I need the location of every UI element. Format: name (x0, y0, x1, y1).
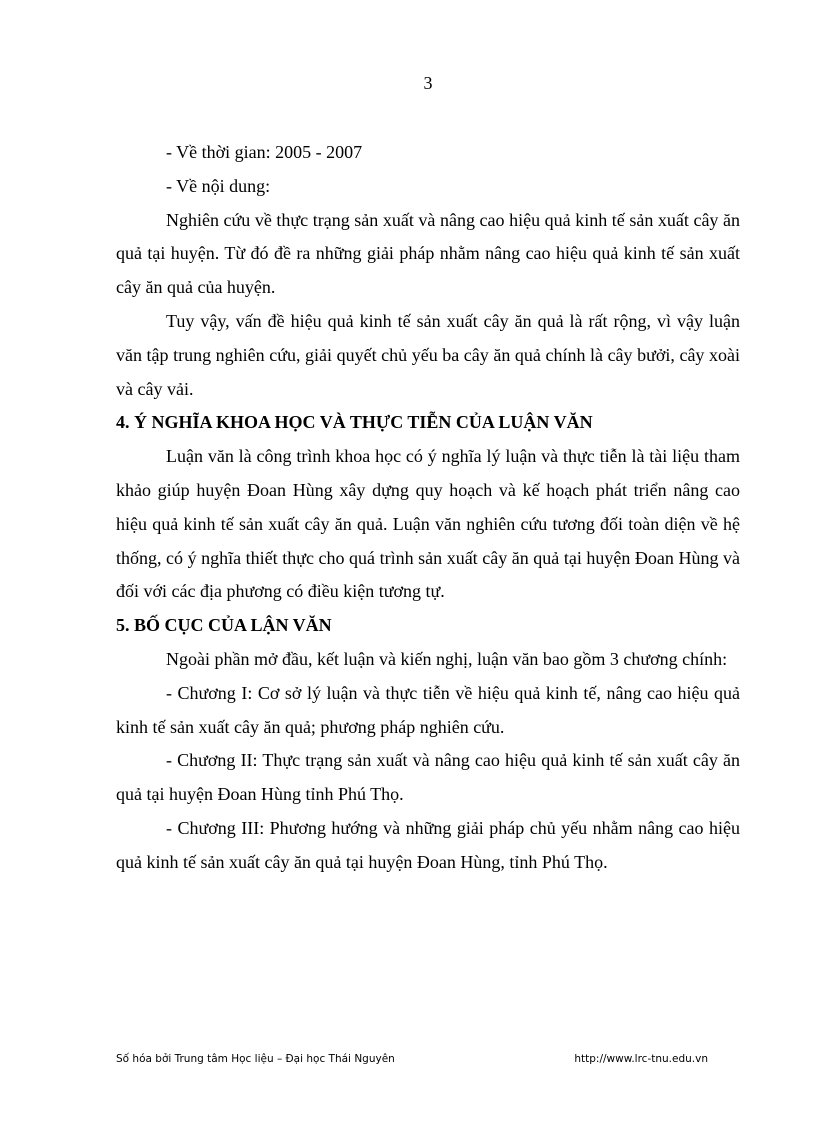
scope-paragraph: Tuy vậy, vấn đề hiệu quả kinh tế sản xuất cây ăn quả là rất rộng, vì vậy luận văn tập trung nghiên cứu, giải quyết chủ yếu ba cây ăn quả chính là cây bưởi, cây xoài và cây vải. (116, 310, 740, 399)
section-heading-significance: 4. Ý NGHĨA KHOA HỌC VÀ THỰC TIỄN CỦA LUẬN VĂN (116, 412, 593, 433)
document-body (116, 136, 740, 880)
chapter-3-item: - Chương III: Phương hướng và những giải pháp chủ yếu nhằm nâng cao hiệu quả kinh tế sản xuất cây ăn quả tại huyện Đoan Hùng, tỉnh Phú Thọ. (116, 817, 740, 872)
significance-paragraph: Luận văn là công trình khoa học có ý nghĩa lý luận và thực tiễn là tài liệu tham khảo giúp huyện Đoan Hùng xây dựng quy hoạch và kế hoạch phát triển nâng cao hiệu quả kinh tế sản xuất cây ăn quả. Luận văn nghiên cứu tương đối toàn diện về hệ thống, có ý nghĩa thiết thực cho quá trình sản xuất cây ăn quả tại huyện Đoan Hùng và đối với các địa phương có điều kiện tương tự. (116, 446, 740, 602)
chapter-1-item: - Chương I: Cơ sở lý luận và thực tiễn về hiệu quả kinh tế, nâng cao hiệu quả kinh tế sản xuất cây ăn quả; phương pháp nghiên cứu. (116, 682, 740, 737)
page-footer (116, 1052, 708, 1066)
chapter-2-item: - Chương II: Thực trạng sản xuất và nâng cao hiệu quả kinh tế sản xuất cây ăn quả tại huyện Đoan Hùng tỉnh Phú Thọ. (116, 750, 740, 805)
footer-digitization-credit: Số hóa bởi Trung tâm Học liệu – Đại học Thái Nguyên (116, 1053, 395, 1065)
page-number: 3 (423, 73, 433, 93)
time-scope-line: - Về thời gian: 2005 - 2007 (166, 142, 363, 162)
footer-url: http://www.lrc-tnu.edu.vn (574, 1053, 708, 1065)
section-heading-structure: 5. BỐ CỤC CỦA LẬN VĂN (116, 615, 332, 636)
content-scope-label: - Về nội dung: (166, 175, 271, 196)
research-paragraph: Nghiên cứu về thực trạng sản xuất và nâng cao hiệu quả kinh tế sản xuất cây ăn quả tại huyện. Từ đó đề ra những giải pháp nhằm nâng cao hiệu quả kinh tế sản xuất cây ăn quả của huyện. (116, 209, 740, 298)
structure-paragraph: Ngoài phần mở đầu, kết luận và kiến nghị, luận văn bao gồm 3 chương chính: (166, 648, 728, 669)
